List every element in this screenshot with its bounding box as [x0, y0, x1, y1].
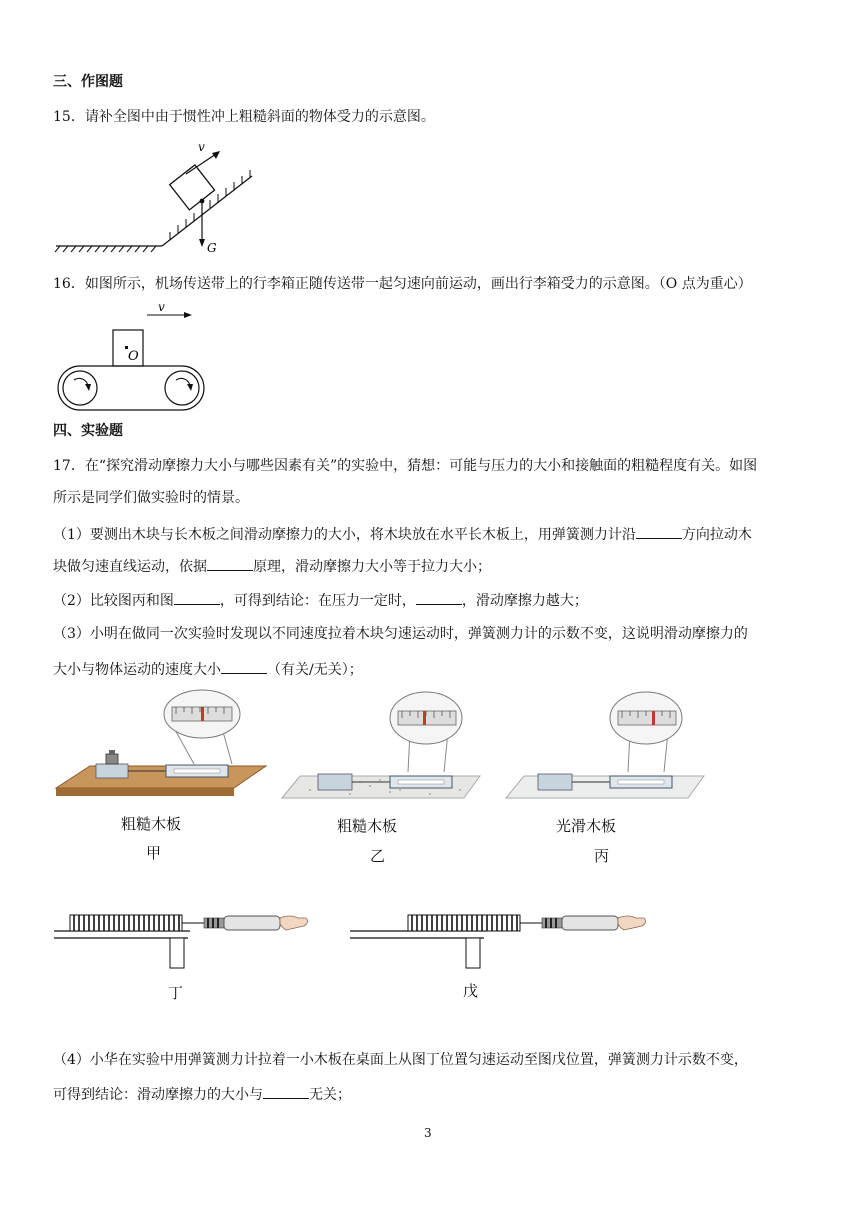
answer-blank[interactable]	[174, 590, 220, 605]
question-17-part3-line1: （3）小明在做同一次实验时发现以不同速度拉着木块匀速运动时，弹簧测力计的示数不变，这说明滑动摩擦力的	[53, 626, 748, 642]
page-number: 3	[424, 1126, 432, 1140]
question-17-part4-line1: （4）小华在实验中用弹簧测力计拉着一小木板在桌面上从图丁位置匀速运动至图戊位置，弹簧测力计示数不变，	[53, 1052, 748, 1068]
figure-jia-surface-label: 粗糙木板	[121, 815, 182, 833]
figure-wu-name: 戊	[463, 982, 479, 1000]
experiment-figure-jia	[54, 688, 268, 806]
experiment-figure-bing	[504, 690, 706, 808]
incline-diagram	[52, 138, 267, 260]
figure-yi-name: 乙	[370, 847, 386, 865]
figure-yi-surface-label: 粗糙木板	[337, 817, 398, 835]
question-15-text: 15．请补全图中由于惯性冲上粗糙斜面的物体受力的示意图。	[53, 109, 435, 125]
question-17-part1-line1: （1）要测出木块与长木板之间滑动摩擦力的大小，将木块放在水平长木板上，用弹簧测力计沿 方向拉动木	[53, 524, 752, 545]
answer-blank[interactable]	[221, 659, 267, 674]
question-17-intro-line2: 所示是同学们做实验时的情景。	[53, 490, 249, 506]
experiment-figure-yi	[280, 690, 482, 808]
figure-ding-name: 丁	[168, 984, 184, 1002]
center-of-gravity-label: O	[128, 349, 139, 364]
question-16-text: 16．如图所示，机场传送带上的行李箱正随传送带一起匀速向前运动，画出行李箱受力的示意图。（O 点为重心）	[53, 276, 752, 292]
section-heading-drawing: 三、作图题	[53, 74, 123, 90]
figure-bing-surface-label: 光滑木板	[556, 817, 617, 835]
answer-blank[interactable]	[263, 1084, 309, 1099]
conveyor-belt-diagram	[50, 298, 215, 414]
experiment-figure-wu	[350, 896, 670, 976]
experiment-figure-ding	[54, 896, 324, 976]
question-17-part2: （2）比较图丙和图 ，可得到结论：在压力一定时， ，滑动摩擦力越大；	[53, 590, 588, 611]
conveyor-velocity-label: v	[158, 300, 165, 314]
gravity-label-g: G	[207, 241, 217, 255]
question-17-part3-line2: 大小与物体运动的速度大小 （有关/无关）；	[53, 659, 363, 680]
answer-blank[interactable]	[416, 590, 462, 605]
question-17-part1-line2: 块做匀速直线运动，依据 原理，滑动摩擦力大小等于拉力大小；	[53, 556, 491, 577]
figure-jia-name: 甲	[146, 844, 162, 862]
answer-blank[interactable]	[207, 556, 253, 571]
section-heading-experiment: 四、实验题	[53, 423, 123, 439]
answer-blank[interactable]	[636, 524, 682, 539]
question-17-intro-line1: 17．在“探究滑动摩擦力大小与哪些因素有关”的实验中，猜想：可能与压力的大小和接触面的粗糙程度有关。如图	[53, 458, 758, 474]
figure-bing-name: 丙	[594, 847, 610, 865]
question-17-part4-line2: 可得到结论：滑动摩擦力的大小与 无关；	[53, 1084, 351, 1105]
velocity-label-v: v	[198, 140, 205, 154]
